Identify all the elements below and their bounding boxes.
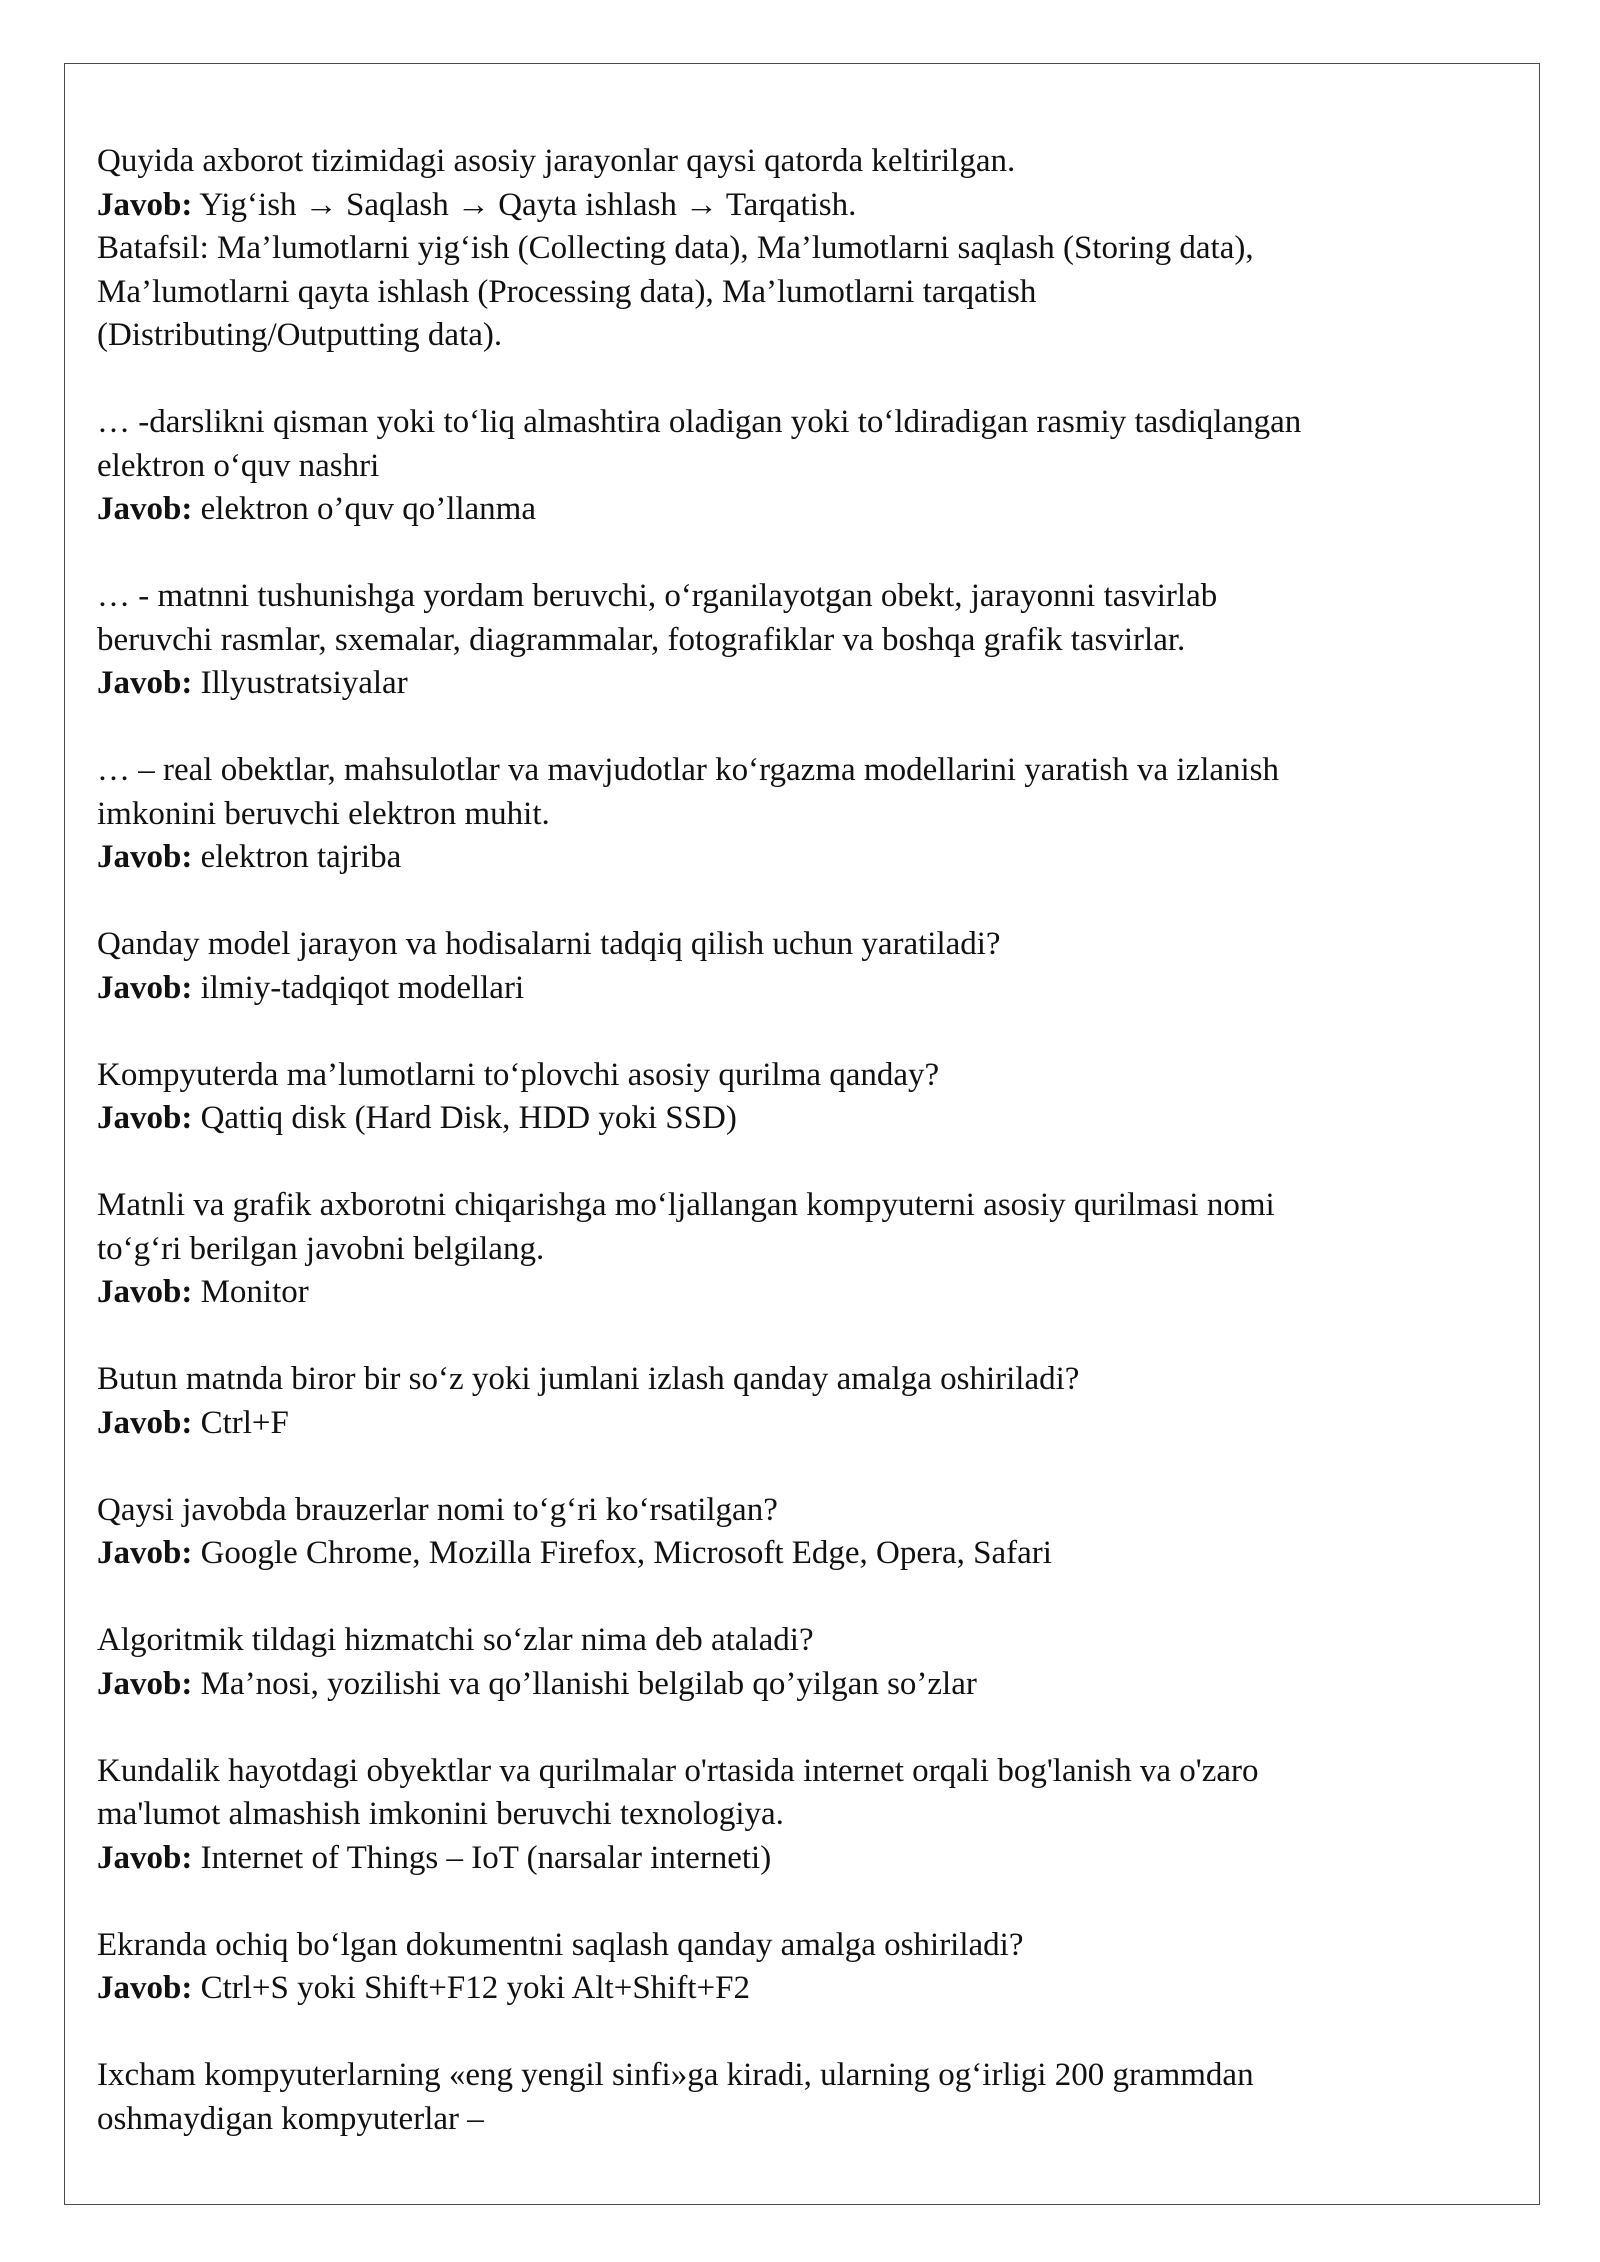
qa-block <box>97 749 1497 880</box>
question-line: beruvchi rasmlar, sxemalar, diagrammalar, fotografiklar va boshqa grafik tasvirlar. <box>97 621 1186 658</box>
answer-line <box>97 184 1497 228</box>
detail-line: Ma’lumotlarni qayta ishlash (Processing data), Ma’lumotlarni tarqatish <box>97 273 1037 310</box>
question-line: Algoritmik tildagi hizmatchi so‘zlar nima deb ataladi? <box>97 1622 814 1658</box>
question-line: Matnli va grafik axborotni chiqarishga mo‘ljallangan kompyuterni asosiy qurilmasi nomi <box>97 1187 1275 1223</box>
answer-line <box>97 1097 1497 1141</box>
qa-block <box>97 1358 1497 1445</box>
question-line: … -darslikni qisman yoki to‘liq almashtira oladigan yoki to‘ldiradigan rasmiy tasdiqlangan <box>97 404 1302 440</box>
detail-line: Batafsil: Ma’lumotlarni yig‘ish (Collecting data), Ma’lumotlarni saqlash (Storing data), <box>97 230 1254 266</box>
question-line: imkonini beruvchi elektron muhit. <box>97 795 550 832</box>
qa-block <box>97 1750 1497 1881</box>
answer-line <box>97 1663 1497 1707</box>
answer-text: Google Chrome, Mozilla Firefox, Microsoft Edge, Opera, Safari <box>192 1535 1052 1571</box>
qa-block <box>97 1184 1497 1315</box>
answer-label: Javob: <box>97 1970 193 2006</box>
question-line: elektron o‘quv nashri <box>97 447 380 484</box>
answer-line <box>97 1967 1497 2011</box>
question-line: Quyida axborot tizimidagi asosiy jarayonlar qaysi qatorda keltirilgan. <box>97 143 1016 179</box>
question-line: Butun matnda biror bir so‘z yoki jumlani izlash qanday amalga oshiriladi? <box>97 1361 1080 1397</box>
answer-line <box>97 488 1497 532</box>
answer-text: Monitor <box>192 1274 309 1310</box>
question-line: Kundalik hayotdagi obyektlar va qurilmalar o'rtasida internet orqali bog'lanish va o'zaro <box>97 1752 1259 1789</box>
answer-text: Yig‘ish → Saqlash → Qayta ishlash → Tarqatish. <box>192 186 857 223</box>
answer-label: Javob: <box>97 491 193 527</box>
answer-label: Javob: <box>97 1839 193 1876</box>
answer-text: Qattiq disk (Hard Disk, HDD yoki SSD) <box>192 1100 737 1136</box>
answer-text: Ctrl+F <box>192 1404 289 1441</box>
answer-label: Javob: <box>97 969 193 1006</box>
answer-label: Javob: <box>97 839 193 875</box>
qa-block <box>97 401 1497 532</box>
qa-block <box>97 140 1497 358</box>
answer-label: Javob: <box>97 1535 193 1571</box>
answer-line <box>97 1837 1497 1881</box>
answer-line <box>97 836 1497 880</box>
answer-line <box>97 1532 1497 1576</box>
question-line: Ixcham kompyuterlarning «eng yengil sinfi»ga kiradi, ularning og‘irligi 200 grammdan <box>97 2057 1254 2093</box>
answer-label: Javob: <box>97 186 193 223</box>
question-line: Ekranda ochiq bo‘lgan dokumentni saqlash qanday amalga oshiriladi? <box>97 1926 1024 1963</box>
answer-text: elektron o’quv qo’llanma <box>192 491 536 527</box>
qa-block <box>97 1489 1497 1576</box>
qa-block <box>97 1054 1497 1141</box>
qa-block <box>97 575 1497 706</box>
qa-block <box>97 1924 1497 2011</box>
detail-line: (Distributing/Outputting data). <box>97 317 503 353</box>
question-line: Qanday model jarayon va hodisalarni tadqiq qilish uchun yaratiladi? <box>97 926 1001 962</box>
answer-label: Javob: <box>97 1404 193 1441</box>
qa-block <box>97 2054 1497 2141</box>
question-line: oshmaydigan kompyuterlar – <box>97 2100 484 2137</box>
question-line: to‘g‘ri berilgan javobni belgilang. <box>97 1230 545 1267</box>
document-body <box>97 140 1497 2141</box>
answer-text: Internet of Things – IoT (narsalar interneti) <box>192 1839 772 1876</box>
answer-text: elektron tajriba <box>192 839 402 875</box>
answer-text: Illyustratsiyalar <box>192 665 408 701</box>
question-line: Qaysi javobda brauzerlar nomi to‘g‘ri ko‘rsatilgan? <box>97 1491 778 1528</box>
answer-line <box>97 1402 1497 1446</box>
answer-line <box>97 967 1497 1011</box>
question-line: … – real obektlar, mahsulotlar va mavjudotlar ko‘rgazma modellarini yaratish va izlanish <box>97 752 1280 788</box>
answer-line <box>97 662 1497 706</box>
answer-text: ilmiy-tadqiqot modellari <box>192 969 525 1006</box>
answer-label: Javob: <box>97 1100 193 1136</box>
answer-label: Javob: <box>97 1274 193 1310</box>
qa-block <box>97 923 1497 1010</box>
question-line: Kompyuterda ma’lumotlarni to‘plovchi asosiy qurilma qanday? <box>97 1056 940 1093</box>
answer-text: Ma’nosi, yozilishi va qo’llanishi belgilab qo’yilgan so’zlar <box>192 1665 977 1702</box>
answer-label: Javob: <box>97 665 193 701</box>
answer-label: Javob: <box>97 1665 193 1702</box>
answer-text: Ctrl+S yoki Shift+F12 yoki Alt+Shift+F2 <box>192 1970 750 2006</box>
question-line: ma'lumot almashish imkonini beruvchi texnologiya. <box>97 1796 784 1832</box>
question-line: … - matnni tushunishga yordam beruvchi, o‘rganilayotgan obekt, jarayonni tasvirlab <box>97 578 1218 614</box>
qa-block <box>97 1619 1497 1706</box>
answer-line <box>97 1271 1497 1315</box>
